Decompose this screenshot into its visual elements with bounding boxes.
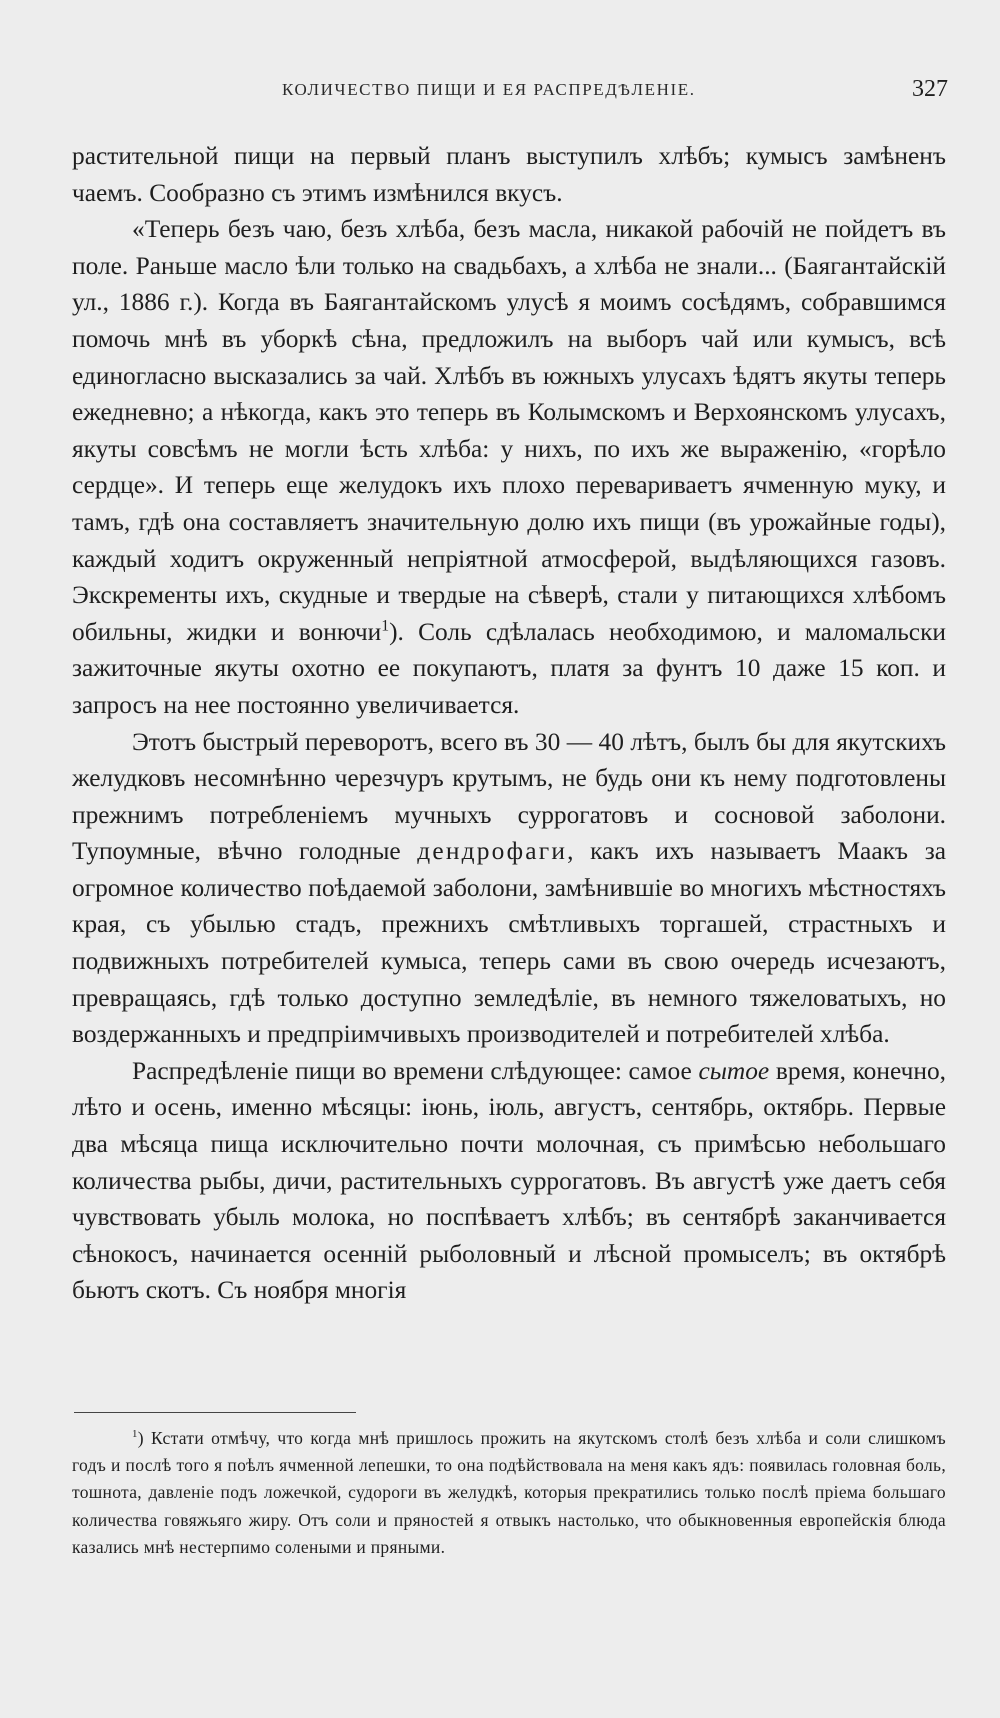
paragraph-2 bbox=[72, 211, 946, 723]
paragraph-1: растительной пищи на первый планъ выступилъ хлѣбъ; кумысъ замѣненъ чаемъ. Сообразно съ этимъ измѣнился вкусъ. bbox=[72, 142, 946, 207]
paragraph-4-text-b: время, конечно, лѣто и осень, именно мѣсяцы: іюнь, іюль, августъ, сентябрь, октябрь. Первые два мѣсяца пища исключительно почти молочная, съ примѣсью небольшаго количества рыбы, дичи, растительныхъ суррогатовъ. Въ августѣ уже даетъ себя чувствовать убыль молока, но поспѣваетъ хлѣбъ; въ сентябрѣ заканчивается сѣнокосъ, начинается осенній рыболовный и лѣсной промыселъ; въ октябрѣ бьютъ скотъ. Съ ноября многія bbox=[72, 1056, 946, 1305]
paragraph-3-text-b: , какъ ихъ называетъ Маакъ за огромное количество поѣдаемой заболони, замѣнившіе во многихъ мѣстностяхъ края, съ убылью стадъ, прежнихъ смѣтливыхъ торгашей, страстныхъ и подвижныхъ потребителей кумыса, теперь сами въ свою очередь исчезаютъ, превращаясь, гдѣ только доступно земледѣліе, въ немного тяжеловатыхъ, но воздержанныхъ и предпріимчивыхъ производителей и потребителей хлѣба. bbox=[72, 837, 946, 1049]
footnote-text: ) Кстати отмѣчу, что когда мнѣ пришлось прожить на якутскомъ столѣ безъ хлѣба и соли слишкомъ годъ и послѣ того я поѣлъ ячменной лепешки, то она подѣйствовала на меня какъ ядъ: появилась головная боль, тошнота, давленіе подъ ложечкой, судороги въ желудкѣ, которыя прекратились только послѣ пріема большаго количества говяжьяго жиру. Отъ соли и пряностей я отвыкъ настолько, что обыкновенныя европейскія блюда казались мнѣ нестерпимо солеными и пряными. bbox=[72, 1428, 946, 1557]
running-title: КОЛИЧЕСТВО ПИЩИ И ЕЯ РАСПРЕДѢЛЕНІЕ. bbox=[282, 80, 696, 99]
page-number: 327 bbox=[912, 76, 948, 102]
paragraph-4 bbox=[72, 1053, 946, 1309]
footnote-divider bbox=[74, 1412, 356, 1413]
paragraph-3 bbox=[72, 724, 946, 1053]
footnote-reference[interactable]: 1 bbox=[381, 617, 390, 635]
footnote-marker: 1 bbox=[132, 1428, 138, 1441]
italic-term: сытое bbox=[698, 1056, 770, 1085]
paragraph-2-text-b: ). Соль сдѣлалась необходимою, и маломальски зажиточные якуты охотно ее покупаютъ, платя за фунтъ 10 даже 15 коп. и запросъ на нее постоянно увеличивается. bbox=[72, 617, 946, 719]
spaced-term: дендрофаги bbox=[417, 837, 568, 866]
footnote bbox=[72, 1425, 946, 1561]
paragraph-2-text-a: «Теперь безъ чаю, безъ хлѣба, безъ масла, никакой рабочій не пойдетъ въ поле. Раньше масло ѣли только на свадьбахъ, а хлѣба не знали... (Баягантайскій ул., 1886 г.). Когда въ Баягантайскомъ улусѣ я моимъ сосѣдямъ, собравшимся помочь мнѣ въ уборкѣ сѣна, предложилъ на выборъ чай или кумысъ, всѣ единогласно высказались за чай. Хлѣбъ въ южныхъ улусахъ ѣдятъ якуты теперь ежедневно; а нѣкогда, какъ это теперь въ Колымскомъ и Верхоянскомъ улусахъ, якуты совсѣмъ не могли ѣсть хлѣба: у нихъ, по ихъ же выраженію, «горѣло сердце». И теперь еще желудокъ ихъ плохо перевариваетъ ячменную муку, и тамъ, гдѣ она составляетъ значительную долю ихъ пищи (въ урожайные годы), каждый ходитъ окруженный непріятной атмосферой, выдѣляющихся газовъ. Экскременты ихъ, скудные и твердые на сѣверѣ, стали у питающихся хлѣбомъ обильны, жидки и вонючи bbox=[72, 215, 946, 646]
page-header bbox=[74, 76, 948, 110]
paragraph-4-text-a: Распредѣленіе пищи во времени слѣдующее: самое bbox=[132, 1056, 692, 1085]
body-text bbox=[72, 138, 946, 1309]
paragraph-3-text-a: Этотъ быстрый переворотъ, всего въ 30 — 40 лѣтъ, былъ бы для якутскихъ желудковъ несомнѣнно черезчуръ крутымъ, не будь они къ нему подготовлены прежнимъ потребленіемъ мучныхъ суррогатовъ и сосновой заболони. Тупоумные, вѣчно голодные bbox=[72, 727, 946, 866]
